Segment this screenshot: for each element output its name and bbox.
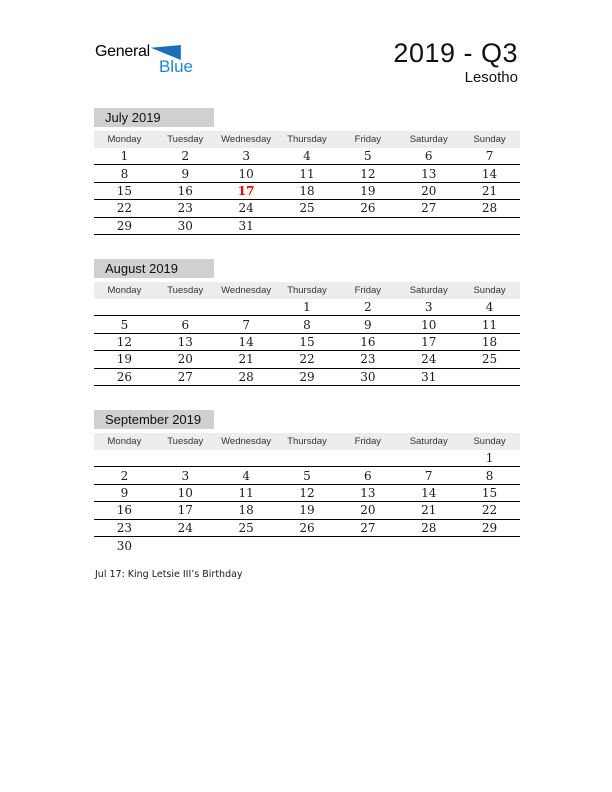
weekday-label: Monday [107,134,142,145]
general-blue-logo [95,44,195,75]
weekday-label: Saturday [409,134,448,145]
weekday-label: Tuesday [167,436,204,447]
day-cell: 28 [421,520,437,535]
week-row [94,520,520,537]
weekday-label: Friday [354,134,382,145]
week-row [94,148,520,165]
month-title: August 2019 [94,259,214,278]
weekday-label: Monday [107,285,142,296]
day-cell: 14 [238,334,254,349]
week-row [94,218,520,235]
day-cell: 17 [237,183,255,198]
day-cell: 13 [421,166,437,181]
weekday-label: Wednesday [221,134,272,145]
weekday-label: Thursday [287,134,327,145]
logo-top-row [95,44,195,60]
day-cell: 31 [421,369,437,384]
week-row [94,369,520,386]
day-cell: 7 [424,468,433,483]
weekday-label: Thursday [287,285,327,296]
week-row [94,450,520,467]
day-cell: 30 [360,369,376,384]
logo-word-general: General [95,43,150,60]
day-cell: 11 [238,485,254,500]
day-cell: 6 [181,317,190,332]
week-row [94,485,520,502]
day-cell: 23 [177,201,193,216]
day-cell: 20 [177,352,193,367]
day-cell: 19 [299,503,315,518]
day-cell: 10 [421,317,437,332]
day-cell: 19 [360,183,376,198]
day-cell: 9 [181,166,190,181]
day-cell: 12 [360,166,376,181]
day-cell: 16 [116,503,133,518]
weekday-label: Saturday [409,436,448,447]
day-cell: 2 [120,468,129,483]
day-cell: 20 [360,503,376,518]
day-cell: 10 [177,485,193,500]
month-august [94,259,520,386]
day-cell: 25 [299,201,315,216]
weeks-grid [94,148,520,235]
month-title: September 2019 [94,410,214,429]
weeks-grid [94,450,520,554]
weekday-label: Sunday [473,285,506,296]
day-cell: 5 [120,317,129,332]
day-cell: 14 [481,166,498,181]
day-cell: 27 [177,369,193,384]
weekday-label: Friday [354,285,382,296]
day-cell: 28 [238,369,254,384]
day-cell: 29 [481,520,498,535]
day-cell: 19 [116,352,133,367]
day-cell: 27 [421,201,437,216]
day-cell: 25 [481,352,498,367]
day-cell: 1 [303,300,311,315]
day-cell: 7 [242,317,250,332]
day-cell: 18 [238,503,254,518]
day-cell: 13 [177,334,193,349]
day-cell: 24 [177,520,193,535]
day-cell: 10 [238,166,254,181]
day-cell: 11 [299,166,315,181]
weekday-label: Wednesday [221,285,272,296]
day-cell: 4 [485,300,494,315]
day-cell: 26 [360,201,376,216]
day-cell: 22 [116,201,133,216]
day-cell: 23 [116,520,133,535]
week-row [94,502,520,519]
page-subtitle: Lesotho [464,69,518,86]
day-cell: 22 [299,352,315,367]
day-cell: 30 [177,218,193,233]
day-cell: 12 [116,334,133,349]
weekday-label: Sunday [473,436,506,447]
week-row [94,537,520,554]
day-cell: 2 [364,300,372,315]
day-cell: 3 [242,149,250,164]
day-cell: 18 [299,183,315,198]
week-row [94,183,520,200]
month-september [94,410,520,554]
title-block [393,38,518,86]
day-cell: 15 [299,334,315,349]
day-cell: 21 [238,352,254,367]
weekday-label: Friday [354,436,382,447]
day-cell: 4 [242,468,250,483]
week-row [94,299,520,316]
day-cell: 29 [299,369,315,384]
week-row [94,200,520,217]
day-cell: 8 [303,317,311,332]
day-cell: 18 [481,334,498,349]
day-cell: 26 [116,369,133,384]
day-cell: 25 [238,520,254,535]
day-cell: 9 [120,485,129,500]
logo-word-blue: Blue [158,57,193,76]
day-cell: 31 [238,218,254,233]
day-cell: 29 [116,218,133,233]
week-row [94,316,520,333]
day-cell: 8 [485,468,494,483]
day-cell: 6 [364,468,372,483]
day-cell: 16 [360,334,376,349]
day-cell: 15 [481,485,498,500]
day-cell: 12 [299,485,315,500]
month-title: July 2019 [94,108,214,127]
weekday-label: Monday [107,436,142,447]
day-cell: 21 [421,503,437,518]
day-cell: 2 [181,149,190,164]
weekday-label: Tuesday [167,134,204,145]
day-cell: 28 [481,201,498,216]
day-cell: 21 [481,183,498,198]
weekday-header-row [94,433,520,450]
day-cell: 6 [424,149,433,164]
day-cell: 24 [238,201,254,216]
weekday-label: Thursday [287,436,327,447]
day-cell: 26 [299,520,315,535]
week-row [94,467,520,484]
day-cell: 1 [120,149,129,164]
weeks-grid [94,299,520,386]
day-cell: 8 [120,166,129,181]
day-cell: 3 [181,468,190,483]
week-row [94,351,520,368]
day-cell: 16 [177,183,193,198]
day-cell: 15 [116,183,133,198]
holiday-note: Jul 17: King Letsie III’s Birthday [95,569,243,580]
weekday-label: Wednesday [221,436,272,447]
day-cell: 11 [481,317,498,332]
day-cell: 27 [360,520,376,535]
day-cell: 20 [421,183,437,198]
day-cell: 1 [485,451,494,466]
day-cell: 5 [303,468,311,483]
page-title: 2019 - Q3 [393,38,518,68]
week-row [94,334,520,351]
day-cell: 9 [364,317,372,332]
day-cell: 5 [364,149,372,164]
day-cell: 23 [360,352,376,367]
week-row [94,165,520,182]
weekday-label: Sunday [473,134,506,145]
day-cell: 3 [424,300,433,315]
day-cell: 14 [421,485,437,500]
weekday-label: Saturday [409,285,448,296]
day-cell: 13 [360,485,376,500]
day-cell: 24 [421,352,437,367]
day-cell: 17 [421,334,437,349]
day-cell: 30 [116,538,133,553]
day-cell: 4 [303,149,311,164]
day-cell: 17 [177,503,193,518]
month-july [94,108,520,235]
weekday-header-row [94,282,520,299]
weekday-header-row [94,131,520,148]
day-cell: 7 [485,149,494,164]
day-cell: 22 [481,503,498,518]
weekday-label: Tuesday [167,285,204,296]
